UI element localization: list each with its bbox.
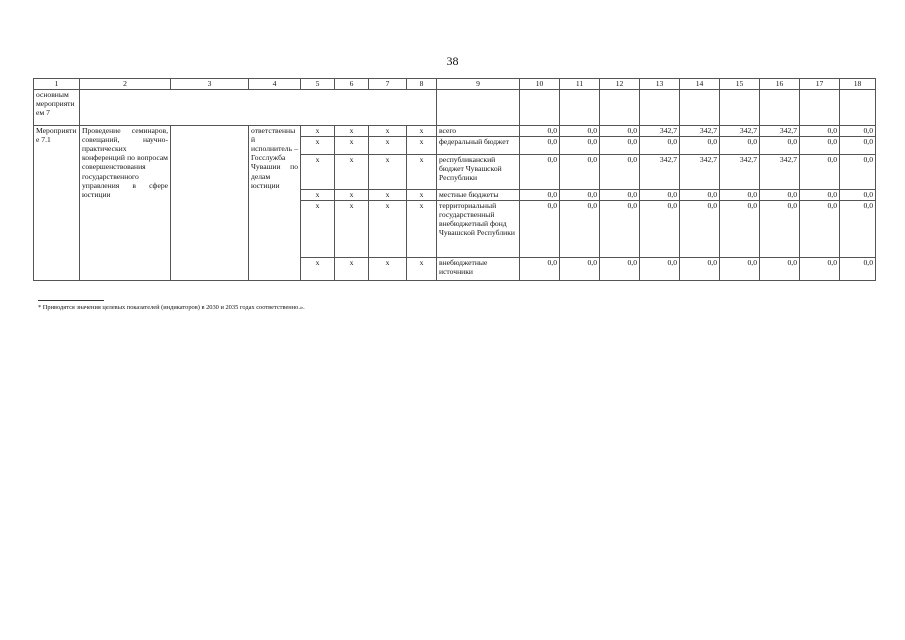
funding-value: 0,0 [600,155,640,190]
column-number: 5 [301,79,335,90]
section-label: основным мероприятием 7 [34,90,80,126]
page-number: 38 [446,54,459,68]
budget-code-cell: x [369,126,407,137]
funding-value: 0,0 [760,201,800,258]
budget-code-cell: x [301,137,335,155]
budget-code-cell: x [369,190,407,201]
section-empty-cell [720,90,760,126]
funding-value: 0,0 [640,258,680,281]
funding-value: 0,0 [560,155,600,190]
section-row [34,90,876,126]
funding-value: 0,0 [840,201,876,258]
funding-value: 0,0 [680,258,720,281]
section-empty-cell [437,90,520,126]
funding-value: 0,0 [600,258,640,281]
section-empty-cell [760,90,800,126]
funding-value: 0,0 [680,190,720,201]
budget-code-cell: x [407,137,437,155]
section-empty-cell [800,90,840,126]
funding-value: 342,7 [720,155,760,190]
funding-value: 0,0 [800,155,840,190]
funding-source: республиканский бюджет Чувашской Республики [437,155,520,190]
funding-value: 0,0 [560,201,600,258]
funding-value: 0,0 [520,190,560,201]
funding-value: 0,0 [560,137,600,155]
funding-value: 0,0 [720,190,760,201]
funding-value: 0,0 [520,137,560,155]
column-number: 13 [640,79,680,90]
activity-col3 [171,126,249,281]
section-empty-cell [840,90,876,126]
funding-value: 0,0 [760,190,800,201]
budget-code-cell: x [335,258,369,281]
section-empty-cell [640,90,680,126]
column-number: 9 [437,79,520,90]
funding-value: 342,7 [640,155,680,190]
funding-value: 0,0 [520,201,560,258]
funding-value: 0,0 [520,258,560,281]
funding-value: 0,0 [840,258,876,281]
funding-value: 0,0 [640,201,680,258]
funding-source: территориальный государственный внебюджетный фонд Чувашской Республики [437,201,520,258]
column-number: 1 [34,79,80,90]
budget-code-cell: x [335,126,369,137]
column-number: 17 [800,79,840,90]
budget-code-cell: x [407,155,437,190]
funding-value: 0,0 [840,137,876,155]
column-number: 4 [249,79,301,90]
funding-value: 0,0 [720,201,760,258]
budget-table [33,78,876,281]
activity-name: Проведение семинаров, совещаний, научно-практических конференций по вопросам совершенствования государственного управления в сфере юстиции [80,126,171,281]
funding-value: 0,0 [640,190,680,201]
column-number-row [34,79,876,90]
column-number: 11 [560,79,600,90]
funding-value: 0,0 [520,155,560,190]
budget-code-cell: x [335,137,369,155]
table-row [34,126,876,137]
section-empty-cell [680,90,720,126]
funding-value: 0,0 [560,258,600,281]
funding-source: федеральный бюджет [437,137,520,155]
budget-code-cell: x [369,201,407,258]
funding-value: 0,0 [680,201,720,258]
column-number: 7 [369,79,407,90]
funding-value: 342,7 [680,126,720,137]
budget-code-cell: x [407,126,437,137]
funding-value: 0,0 [800,258,840,281]
funding-value: 0,0 [640,137,680,155]
funding-value: 0,0 [760,137,800,155]
column-number: 6 [335,79,369,90]
funding-value: 0,0 [720,137,760,155]
budget-code-cell: x [301,155,335,190]
funding-value: 0,0 [800,190,840,201]
footnote: * Приводятся значения целевых показателей (индикаторов) в 2030 и 2035 годах соответственно.». [38,304,305,311]
column-number: 10 [520,79,560,90]
funding-value: 0,0 [600,201,640,258]
column-number: 16 [760,79,800,90]
funding-source: всего [437,126,520,137]
funding-value: 342,7 [720,126,760,137]
funding-value: 342,7 [760,126,800,137]
funding-value: 0,0 [600,190,640,201]
budget-code-cell: x [335,155,369,190]
funding-value: 0,0 [600,126,640,137]
column-number: 18 [840,79,876,90]
column-number: 15 [720,79,760,90]
column-number: 3 [171,79,249,90]
funding-value: 342,7 [640,126,680,137]
funding-source: внебюджетные источники [437,258,520,281]
activity-executor: ответственный исполнитель – Госслужба Чувашии по делам юстиции [249,126,301,281]
budget-code-cell: x [407,190,437,201]
budget-code-cell: x [301,258,335,281]
footnote-rule [38,300,104,301]
activity-id: Мероприятие 7.1 [34,126,80,281]
column-number: 12 [600,79,640,90]
budget-code-cell: x [335,190,369,201]
budget-code-cell: x [335,201,369,258]
funding-value: 0,0 [840,155,876,190]
column-number: 2 [80,79,171,90]
budget-code-cell: x [369,155,407,190]
budget-code-cell: x [301,201,335,258]
funding-value: 0,0 [560,190,600,201]
budget-code-cell: x [301,126,335,137]
funding-value: 0,0 [600,137,640,155]
section-empty-span [80,90,437,126]
column-number: 14 [680,79,720,90]
column-number: 8 [407,79,437,90]
funding-value: 0,0 [720,258,760,281]
budget-code-cell: x [369,137,407,155]
funding-value: 0,0 [560,126,600,137]
section-empty-cell [520,90,560,126]
funding-value: 342,7 [760,155,800,190]
funding-value: 0,0 [800,126,840,137]
funding-value: 342,7 [680,155,720,190]
funding-value: 0,0 [760,258,800,281]
budget-code-cell: x [369,258,407,281]
funding-value: 0,0 [800,137,840,155]
budget-code-cell: x [407,201,437,258]
funding-source: местные бюджеты [437,190,520,201]
funding-value: 0,0 [840,190,876,201]
funding-value: 0,0 [680,137,720,155]
funding-value: 0,0 [840,126,876,137]
funding-value: 0,0 [800,201,840,258]
budget-code-cell: x [407,258,437,281]
budget-code-cell: x [301,190,335,201]
section-empty-cell [560,90,600,126]
section-empty-cell [600,90,640,126]
funding-value: 0,0 [520,126,560,137]
